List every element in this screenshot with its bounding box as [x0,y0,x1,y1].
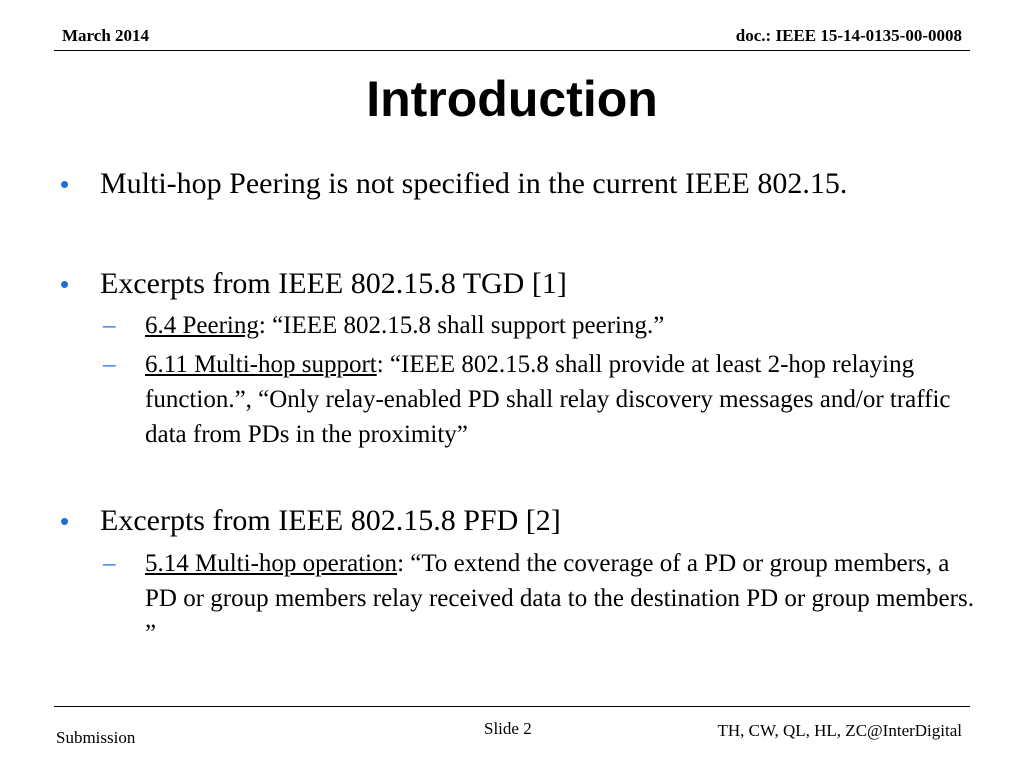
header-doc-id: doc.: IEEE 15-14-0135-00-0008 [735,26,962,45]
sub-item-2-1 [103,308,975,343]
bullet-3 [60,503,561,539]
sub-item-2-2-link[interactable]: 6.11 Multi-hop support [145,351,377,378]
bullet-2 [60,266,567,302]
bullet-marker: • [60,269,70,299]
sub-item-3-1 [103,546,975,651]
sub-dash-marker: – [103,312,116,339]
bullet-marker: • [60,506,70,536]
sub-item-2-2 [103,347,975,452]
header-rule [54,50,970,51]
footer-submission: Submission [56,728,136,747]
slide-title: Introduction [366,71,658,127]
sub-item-2-1-link[interactable]: 6.4 Peering [145,312,259,339]
sub-item-3-1-link[interactable]: 5.14 Multi-hop operation [145,550,398,577]
footer-rule [54,706,970,707]
bullet-3-text: Excerpts from IEEE 802.15.8 PFD [2] [100,504,561,537]
bullet-1-text: Multi-hop Peering is not specified in the current IEEE 802.15. [100,167,848,200]
bullet-1 [60,166,848,202]
sub-item-2-1-text: : “IEEE 802.15.8 shall support peering.” [258,312,665,339]
sub-dash-marker: – [103,351,116,378]
bullet-2-text: Excerpts from IEEE 802.15.8 TGD [1] [100,267,567,300]
sub-item-3-1-text: : “To extend the coverage of a PD or group members, a PD or group members relay received data to the destination PD or group members. ” [145,550,974,647]
sub-dash-marker: – [103,550,116,577]
sub-item-2-2-text: : “IEEE 802.15.8 shall provide at least 2-hop relaying function.”, “Only relay-enabled PD shall relay discovery messages and/or traffic data from PDs in the proximity” [145,351,951,448]
footer-authors: TH, CW, QL, HL, ZC@InterDigital [717,721,962,740]
bullet-marker: • [60,169,70,199]
footer-slide-number: Slide 2 [484,719,532,738]
header-date: March 2014 [62,26,150,45]
